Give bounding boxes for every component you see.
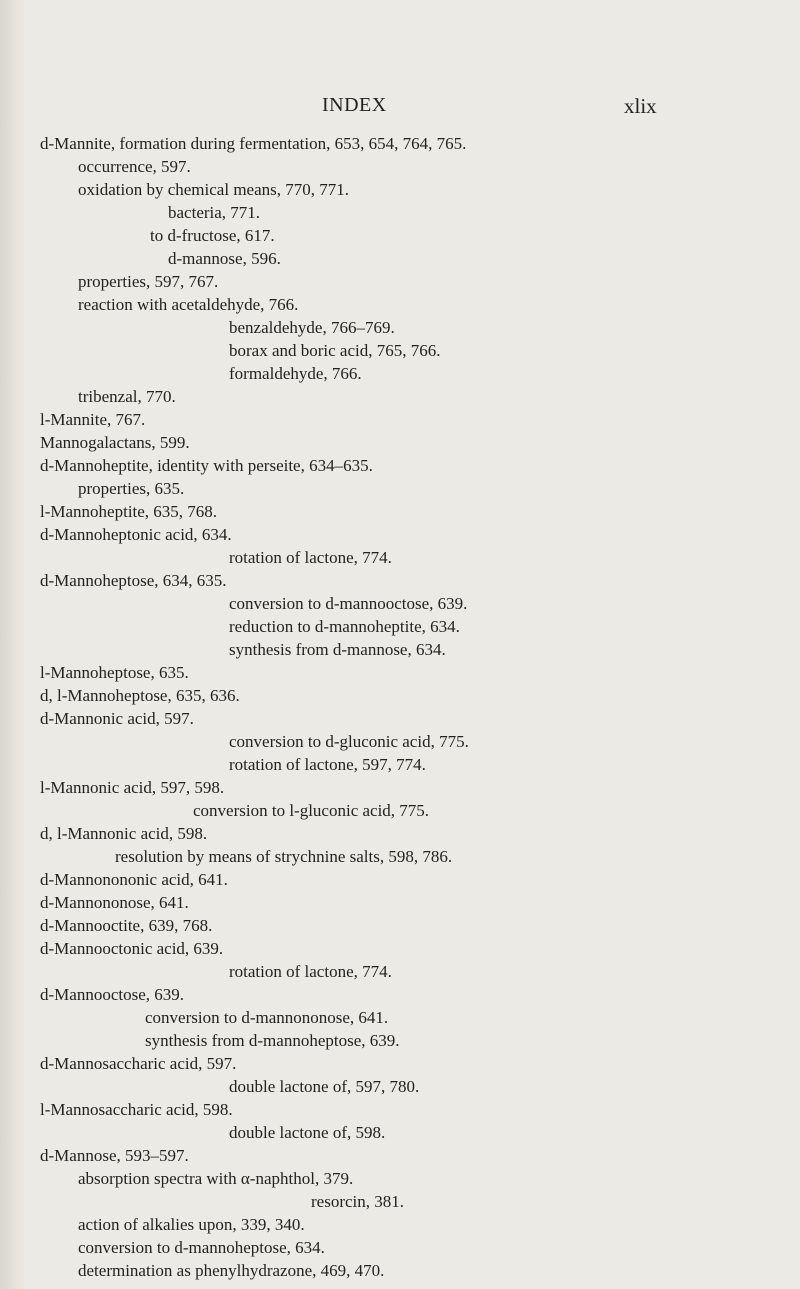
index-entry: d, l-Mannoheptose, 635, 636. — [40, 686, 240, 705]
index-entry: l-Mannoheptose, 635. — [40, 663, 189, 682]
index-subentry: conversion to d-gluconic acid, 775. — [229, 732, 469, 751]
index-entry: d-Mannoheptite, identity with perseite, 634–635. — [40, 456, 373, 475]
index-subentry: benzaldehyde, 766–769. — [229, 318, 395, 337]
index-subentry: reaction with acetaldehyde, 766. — [78, 295, 299, 314]
index-entry: d-Mannooctite, 639, 768. — [40, 916, 213, 935]
index-subentry: oxidation by chemical means, 770, 771. — [78, 180, 349, 199]
index-subentry: action of alkalies upon, 339, 340. — [78, 1215, 305, 1234]
index-entry: l-Mannoheptite, 635, 768. — [40, 502, 218, 521]
page-header — [0, 94, 800, 124]
index-subentry: tribenzal, 770. — [78, 387, 176, 406]
index-subentry: rotation of lactone, 774. — [229, 962, 392, 981]
page-edge-shadow — [0, 0, 26, 1289]
index-subentry: reduction to d-mannoheptite, 634. — [229, 617, 460, 636]
index-subentry: properties, 597, 767. — [78, 272, 219, 291]
index-subentry: resolution by means of strychnine salts, 598, 786. — [115, 847, 453, 866]
index-subentry: formaldehyde, 766. — [229, 364, 362, 383]
index-subentry: double lactone of, 598. — [229, 1123, 386, 1142]
index-entry: d-Mannooctose, 639. — [40, 985, 185, 1004]
index-subentry: conversion to d-mannoheptose, 634. — [78, 1238, 325, 1257]
index-subentry: synthesis from d-mannoheptose, 639. — [145, 1031, 400, 1050]
index-entry: d-Mannoheptose, 634, 635. — [40, 571, 227, 590]
index-subentry: borax and boric acid, 765, 766. — [229, 341, 441, 360]
index-entry: l-Mannite, 767. — [40, 410, 146, 429]
index-subentry: conversion to d-mannononose, 641. — [145, 1008, 389, 1027]
index-subentry: rotation of lactone, 597, 774. — [229, 755, 426, 774]
index-entry: Mannogalactans, 599. — [40, 433, 190, 452]
page-number: xlix — [624, 94, 657, 118]
index-entry: d-Mannonic acid, 597. — [40, 709, 194, 728]
index-entry: d-Mannooctonic acid, 639. — [40, 939, 224, 958]
index-subentry: conversion to l-gluconic acid, 775. — [193, 801, 430, 820]
index-entry: d-Mannite, formation during fermentation, 653, 654, 764, 765. — [40, 134, 467, 153]
index-entry: d-Mannononose, 641. — [40, 893, 189, 912]
index-entry: l-Mannosaccharic acid, 598. — [40, 1100, 233, 1119]
index-entry: l-Mannonic acid, 597, 598. — [40, 778, 225, 797]
index-subentry: resorcin, 381. — [311, 1192, 405, 1211]
index-subentry: bacteria, 771. — [168, 203, 261, 222]
index-subentry: determination as phenylhydrazone, 469, 470. — [78, 1261, 385, 1280]
index-subentry: rotation of lactone, 774. — [229, 548, 392, 567]
index-subentry: occurrence, 597. — [78, 157, 191, 176]
running-head: INDEX — [322, 94, 387, 116]
index-subentry: synthesis from d-mannose, 634. — [229, 640, 446, 659]
index-entry: d-Mannose, 593–597. — [40, 1146, 189, 1165]
index-subentry: absorption spectra with α-naphthol, 379. — [78, 1169, 354, 1188]
index-subentry: double lactone of, 597, 780. — [229, 1077, 420, 1096]
index-subentry: conversion to d-mannooctose, 639. — [229, 594, 468, 613]
index-subentry: to d-fructose, 617. — [150, 226, 275, 245]
index-subentry: d-mannose, 596. — [168, 249, 281, 268]
index-entry: d-Mannonononic acid, 641. — [40, 870, 228, 889]
index-subentry: properties, 635. — [78, 479, 185, 498]
index-entry: d-Mannoheptonic acid, 634. — [40, 525, 232, 544]
index-entry: d, l-Mannonic acid, 598. — [40, 824, 208, 843]
index-entry: d-Mannosaccharic acid, 597. — [40, 1054, 237, 1073]
